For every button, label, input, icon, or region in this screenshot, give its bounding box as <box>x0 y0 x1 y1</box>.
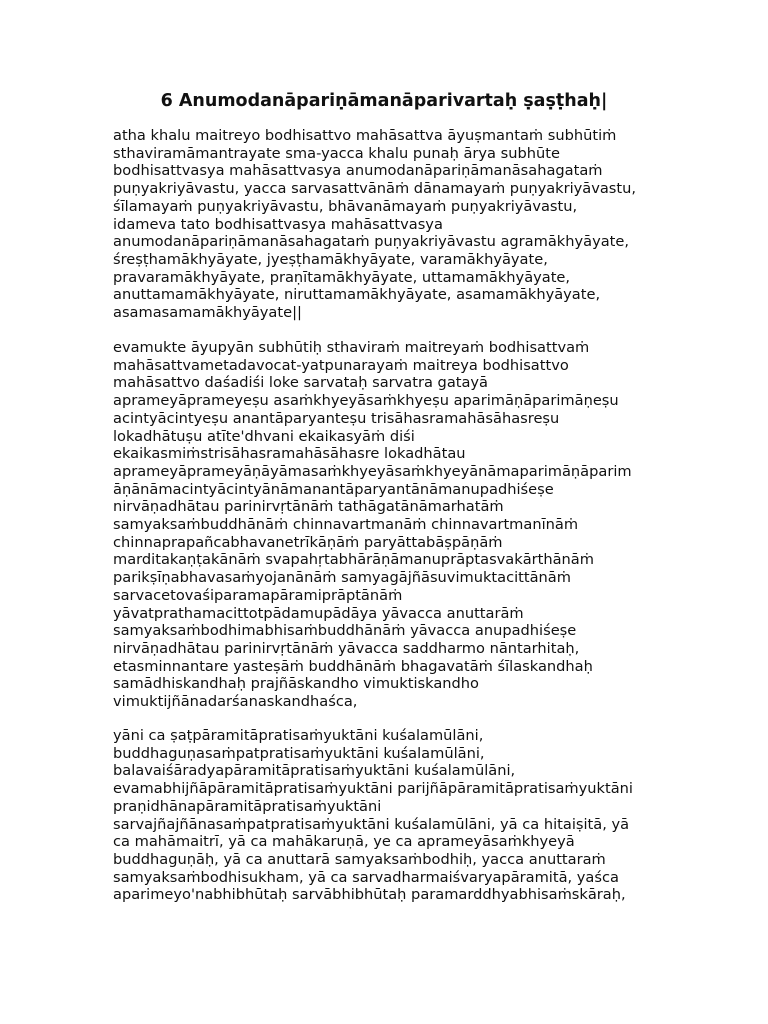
text-line: puṇyakriyāvastu, yacca sarvasattvānāṁ dānamayaṁ puṇyakriyāvastu, <box>113 180 637 198</box>
text-line: buddhaguṇasaṁpatpratisaṁyuktāni kuśalamūlāni, <box>113 744 485 762</box>
text-line: evamukte āyupyān subhūtiḥ sthaviraṁ maitreyaṁ bodhisattvaṁ <box>113 339 590 356</box>
text-line: āṇānāmacintyācintyānāmanantāparyantānāmanupadhiśeṣe <box>113 480 554 498</box>
text-line: sthaviramāmantrayate sma-yacca khalu punaḥ ārya subhūte <box>113 144 560 162</box>
text-line: lokadhātuṣu atīte'dhvani ekaikasyāṁ diśi <box>113 427 415 445</box>
text-line: aparimeyo'nabhibhūtaḥ sarvābhibhūtaḥ paramarddhyabhisaṁskāraḥ, <box>113 886 626 904</box>
text-line: anuttamamākhyāyate, niruttamamākhyāyate, asamamākhyāyate, <box>113 286 601 304</box>
text-line: mahāsattvo daśadiśi loke sarvataḥ sarvatra gatayā <box>113 374 489 392</box>
text-line: samādhiskandhaḥ prajñāskandho vimuktiskandho <box>113 675 479 693</box>
text-line: yāni ca ṣaṭpāramitāpratisaṁyuktāni kuśalamūlāni, <box>113 727 484 744</box>
text-line: śīlamayaṁ puṇyakriyāvastu, bhāvanāmayaṁ puṇyakriyāvastu, <box>113 197 578 215</box>
text-line: aprameyāprameyeṣu asaṁkhyeyāsaṁkhyeṣu aparimāṇāparimāṇeṣu <box>113 392 619 410</box>
text-line: sarvajñajñānasaṁpatpratisaṁyuktāni kuśalamūlāni, yā ca hitaiṣitā, yā <box>113 815 630 833</box>
text-line: marditakaṇṭakānāṁ svapahṛtabhārāṇāmanuprāptasvakārthānāṁ <box>113 551 594 569</box>
text-line: aprameyāprameyāṇāyāmasaṁkhyeyāsaṁkhyeyānāmaparimāṇāparim <box>113 462 632 480</box>
text-line: śreṣṭhamākhyāyate, jyeṣṭhamākhyāyate, varamākhyāyate, <box>113 250 548 268</box>
text-line: chinnaprapañcabhavanetrīkāṇāṁ paryāttabāṣpāṇāṁ <box>113 533 503 551</box>
text-line: evamabhijñāpāramitāpratisaṁyuktāni parijñāpāramitāpratisaṁyuktāni <box>113 780 633 798</box>
text-line: samyaksaṁbodhimabhisaṁbuddhānāṁ yāvacca anupadhiśeṣe <box>113 622 577 640</box>
text-line: vimuktijñānadarśanaskandhaśca, <box>113 693 358 711</box>
text-line: buddhaguṇāḥ, yā ca anuttarā samyaksaṁbodhiḥ, yacca anuttaraṁ <box>113 850 606 868</box>
text-line: nirvāṇadhātau parinirvṛtānāṁ yāvacca saddharmo nāntarhitaḥ, <box>113 639 580 657</box>
text-line: samyaksaṁbodhisukham, yā ca sarvadharmaiśvaryapāramitā, yaśca <box>113 868 619 886</box>
text-line: asamasamamākhyāyate|| <box>113 304 302 322</box>
text-line: etasminnantare yasteṣāṁ buddhānāṁ bhagavatāṁ śīlaskandhaḥ <box>113 657 593 675</box>
text-line: mahāsattvametadavocat-yatpunarayaṁ maitreya bodhisattvo <box>113 356 569 374</box>
text-line: idameva tato bodhisattvasya mahāsattvasya <box>113 215 443 233</box>
text-line: anumodanāpariṇāmanāsahagataṁ puṇyakriyāvastu agramākhyāyate, <box>113 233 629 251</box>
text-line: samyaksaṁbuddhānāṁ chinnavartmanāṁ chinnavartmanīnāṁ <box>113 516 579 534</box>
text-line: acintyācintyeṣu anantāparyanteṣu trisāhasramahāsāhasreṣu <box>113 409 560 427</box>
text-line: bodhisattvasya mahāsattvasya anumodanāpariṇāmanāsahagataṁ <box>113 162 603 180</box>
text-line: yāvatprathamacittotpādamupādāya yāvacca anuttarāṁ <box>113 604 524 622</box>
text-line: praṇidhānapāramitāpratisaṁyuktāni <box>113 797 382 815</box>
text-line: sarvacetovaśiparamapāramiprāptānāṁ <box>113 586 403 604</box>
chapter-title: 6 Anumodanāpariṇāmanāparivartaḥ ṣaṣṭhaḥ| <box>160 91 608 111</box>
text-line: ca mahāmaitrī, yā ca mahākaruṇā, ye ca aprameyāsaṁkhyeyā <box>113 833 575 851</box>
text-line: balavaiśāradyapāramitāpratisaṁyuktāni kuśalamūlāni, <box>113 762 516 780</box>
text-line: pravaramākhyāyate, praṇītamākhyāyate, uttamamākhyāyate, <box>113 268 571 286</box>
text-line: nirvāṇadhātau parinirvṛtānāṁ tathāgatānāmarhatāṁ <box>113 498 504 516</box>
text-line: atha khalu maitreyo bodhisattvo mahāsattva āyuṣmantaṁ subhūtiṁ <box>113 127 617 144</box>
text-line: parikṣīṇabhavasaṁyojanānāṁ samyagājñāsuvimuktacittānāṁ <box>113 569 571 587</box>
paragraph-1 <box>113 127 636 322</box>
text-line: ekaikasmiṁstrisāhasramahāsāhasre lokadhātau <box>113 445 466 463</box>
paragraph-3 <box>113 727 633 904</box>
paragraph-2 <box>113 339 632 711</box>
